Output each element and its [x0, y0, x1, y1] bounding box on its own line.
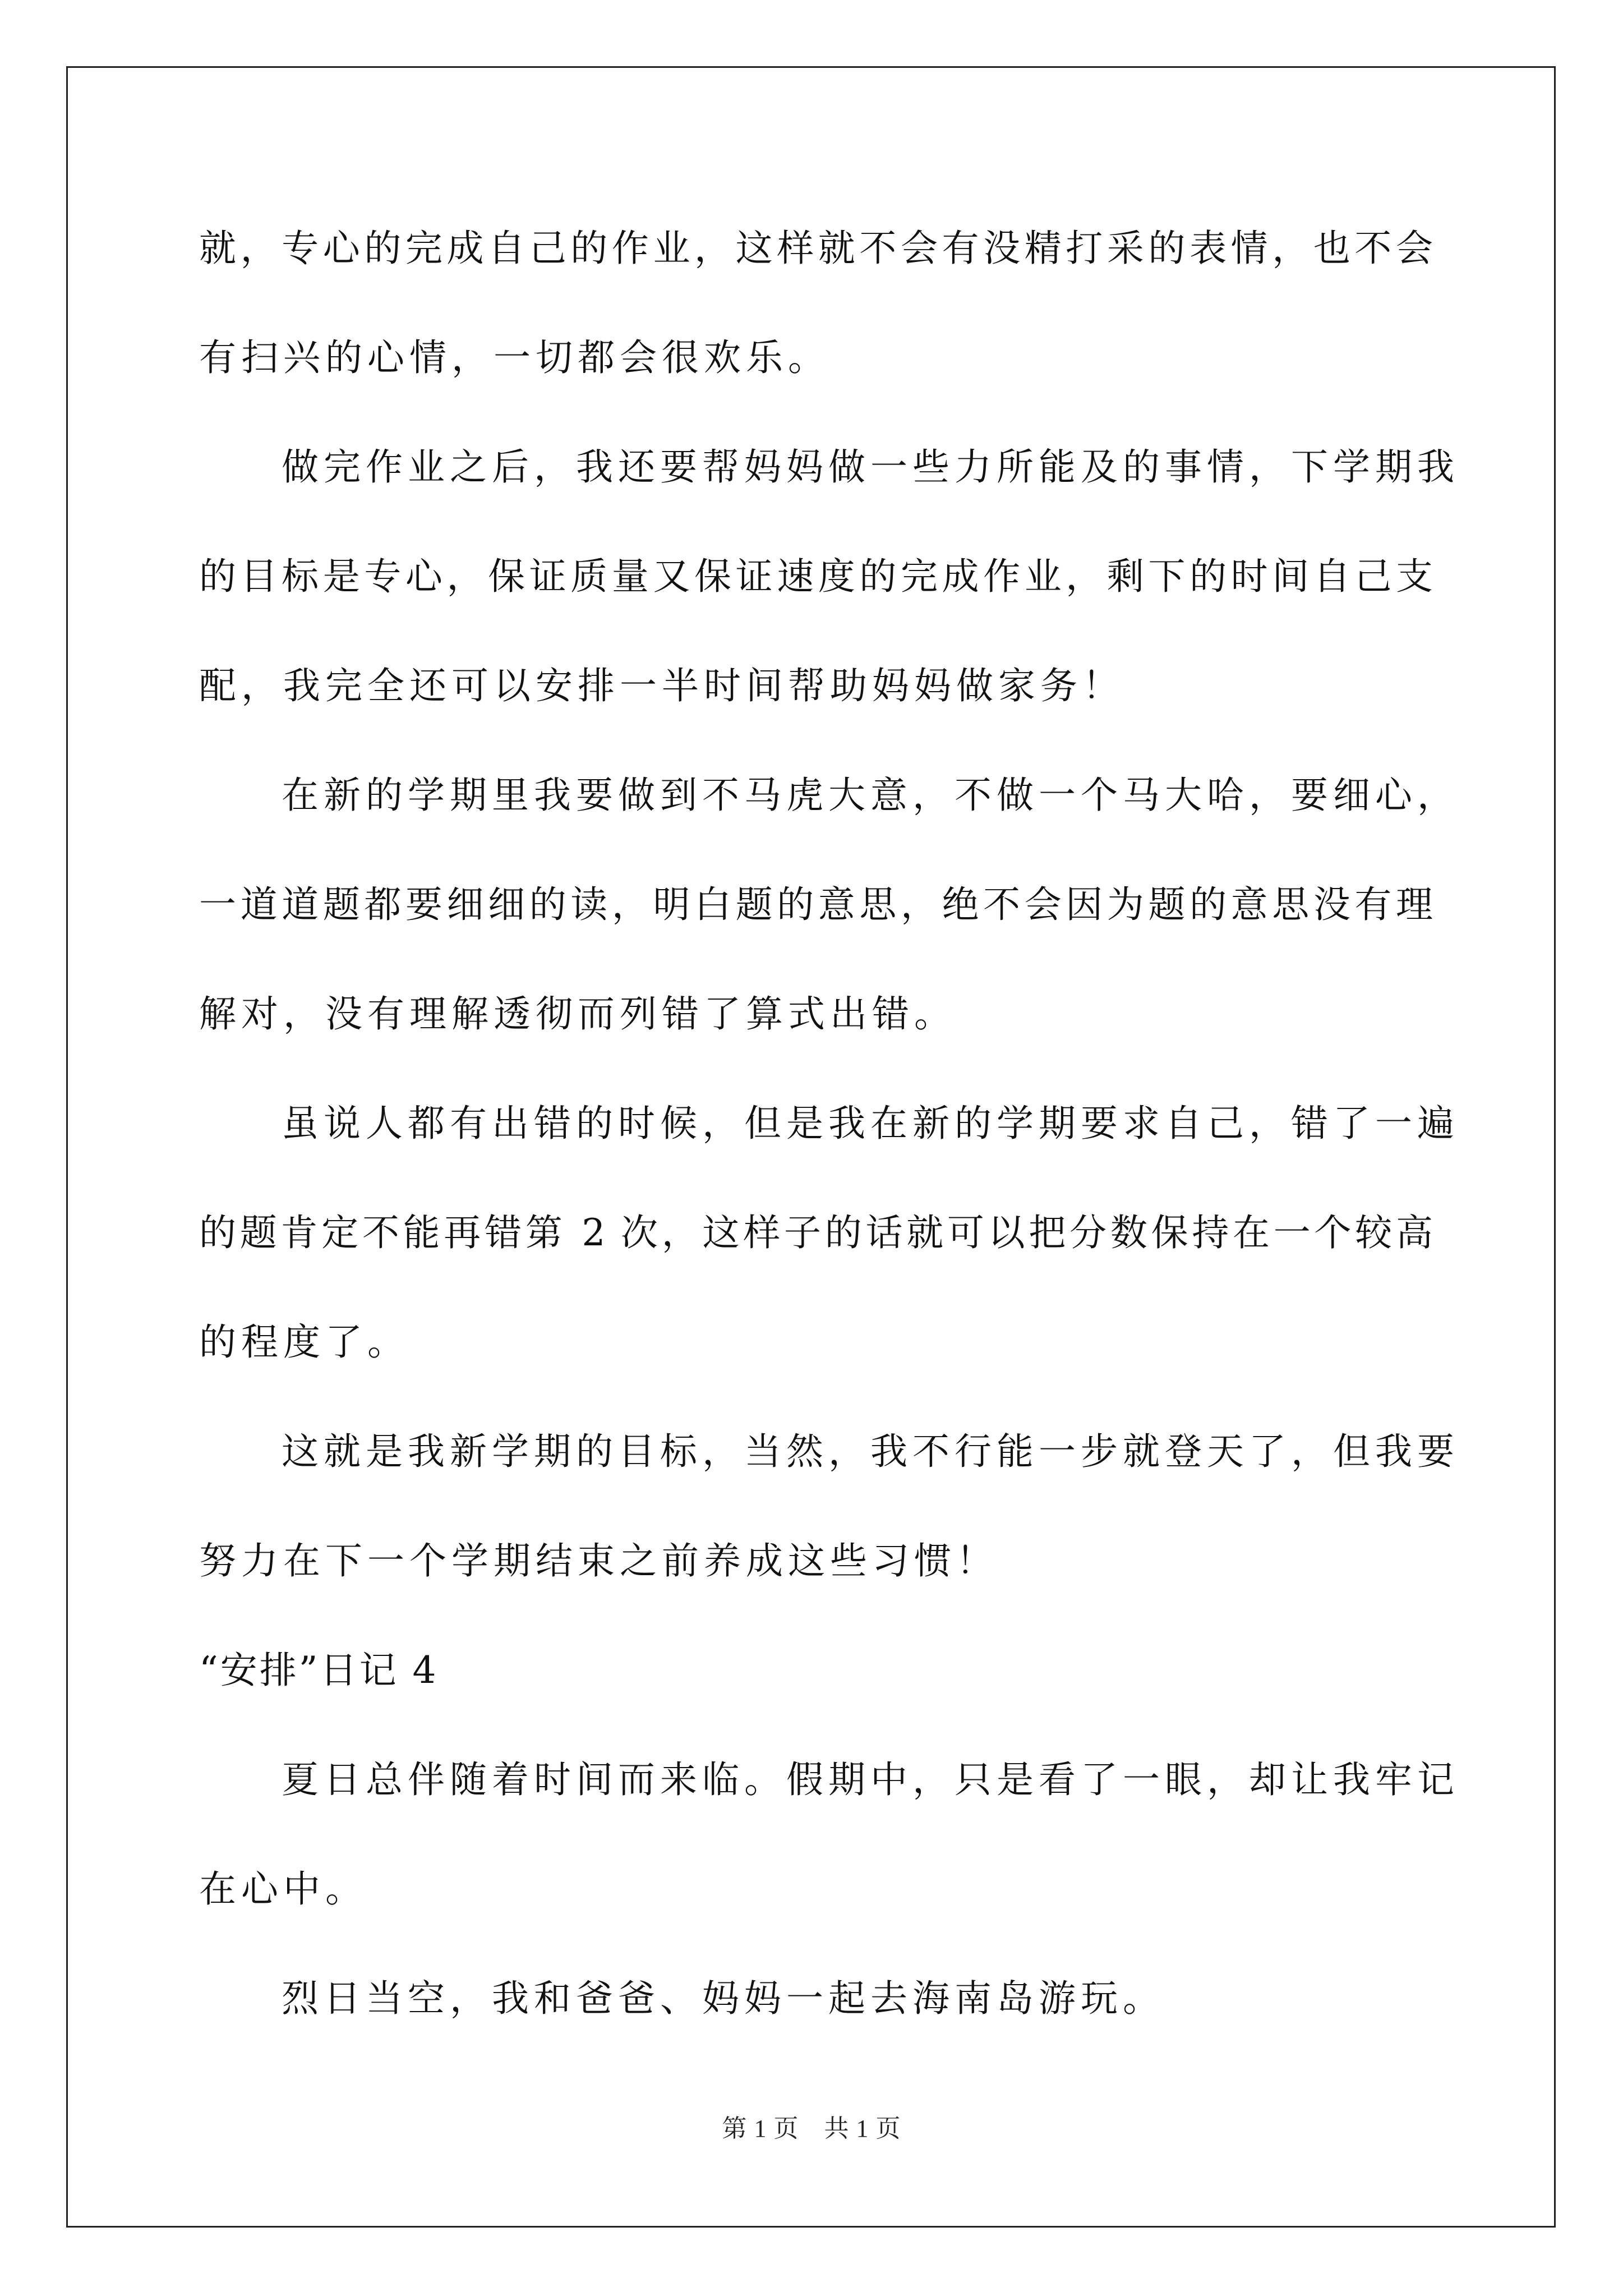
text-line-10: 的题肯定不能再错第 2 次，这样子的话就可以把分数保持在一个较高: [199, 1211, 1433, 1254]
text-line-9: 虽说人都有出错的时候，但是我在新的学期要求自己，错了一遍: [282, 1102, 1459, 1145]
text-line-12: 这就是我新学期的目标，当然，我不行能一步就登天了，但我要: [282, 1430, 1459, 1473]
text-line-2: 有扫兴的心情，一切都会很欢乐。: [199, 336, 830, 379]
text-line-1: 就，专心的完成自己的作业，这样就不会有没精打采的表情，也不会: [199, 227, 1433, 270]
section-heading: “安排”日记 4: [199, 1649, 439, 1692]
page-footer: 第 1 页 共 1 页: [722, 2115, 901, 2142]
text-line-13: 努力在下一个学期结束之前养成这些习惯！: [199, 1539, 998, 1582]
text-line-7: 一道道题都要细细的读，明白题的意思，绝不会因为题的意思没有理: [199, 883, 1433, 926]
text-line-15: 夏日总伴随着时间而来临。假期中，只是看了一眼，却让我牢记: [282, 1758, 1459, 1801]
text-line-4: 的目标是专心，保证质量又保证速度的完成作业，剩下的时间自己支: [199, 555, 1433, 598]
text-line-11: 的程度了。: [199, 1320, 409, 1364]
text-line-16: 在心中。: [199, 1867, 367, 1911]
text-line-8: 解对，没有理解透彻而列错了算式出错。: [199, 992, 956, 1036]
text-line-17: 烈日当空，我和爸爸、妈妈一起去海南岛游玩。: [282, 1977, 1165, 2020]
text-line-3: 做完作业之后，我还要帮妈妈做一些力所能及的事情，下学期我: [282, 445, 1459, 489]
text-line-5: 配，我完全还可以安排一半时间帮助妈妈做家务！: [199, 664, 1124, 707]
text-line-6: 在新的学期里我要做到不马虎大意，不做一个马大哈，要细心，: [282, 774, 1459, 817]
